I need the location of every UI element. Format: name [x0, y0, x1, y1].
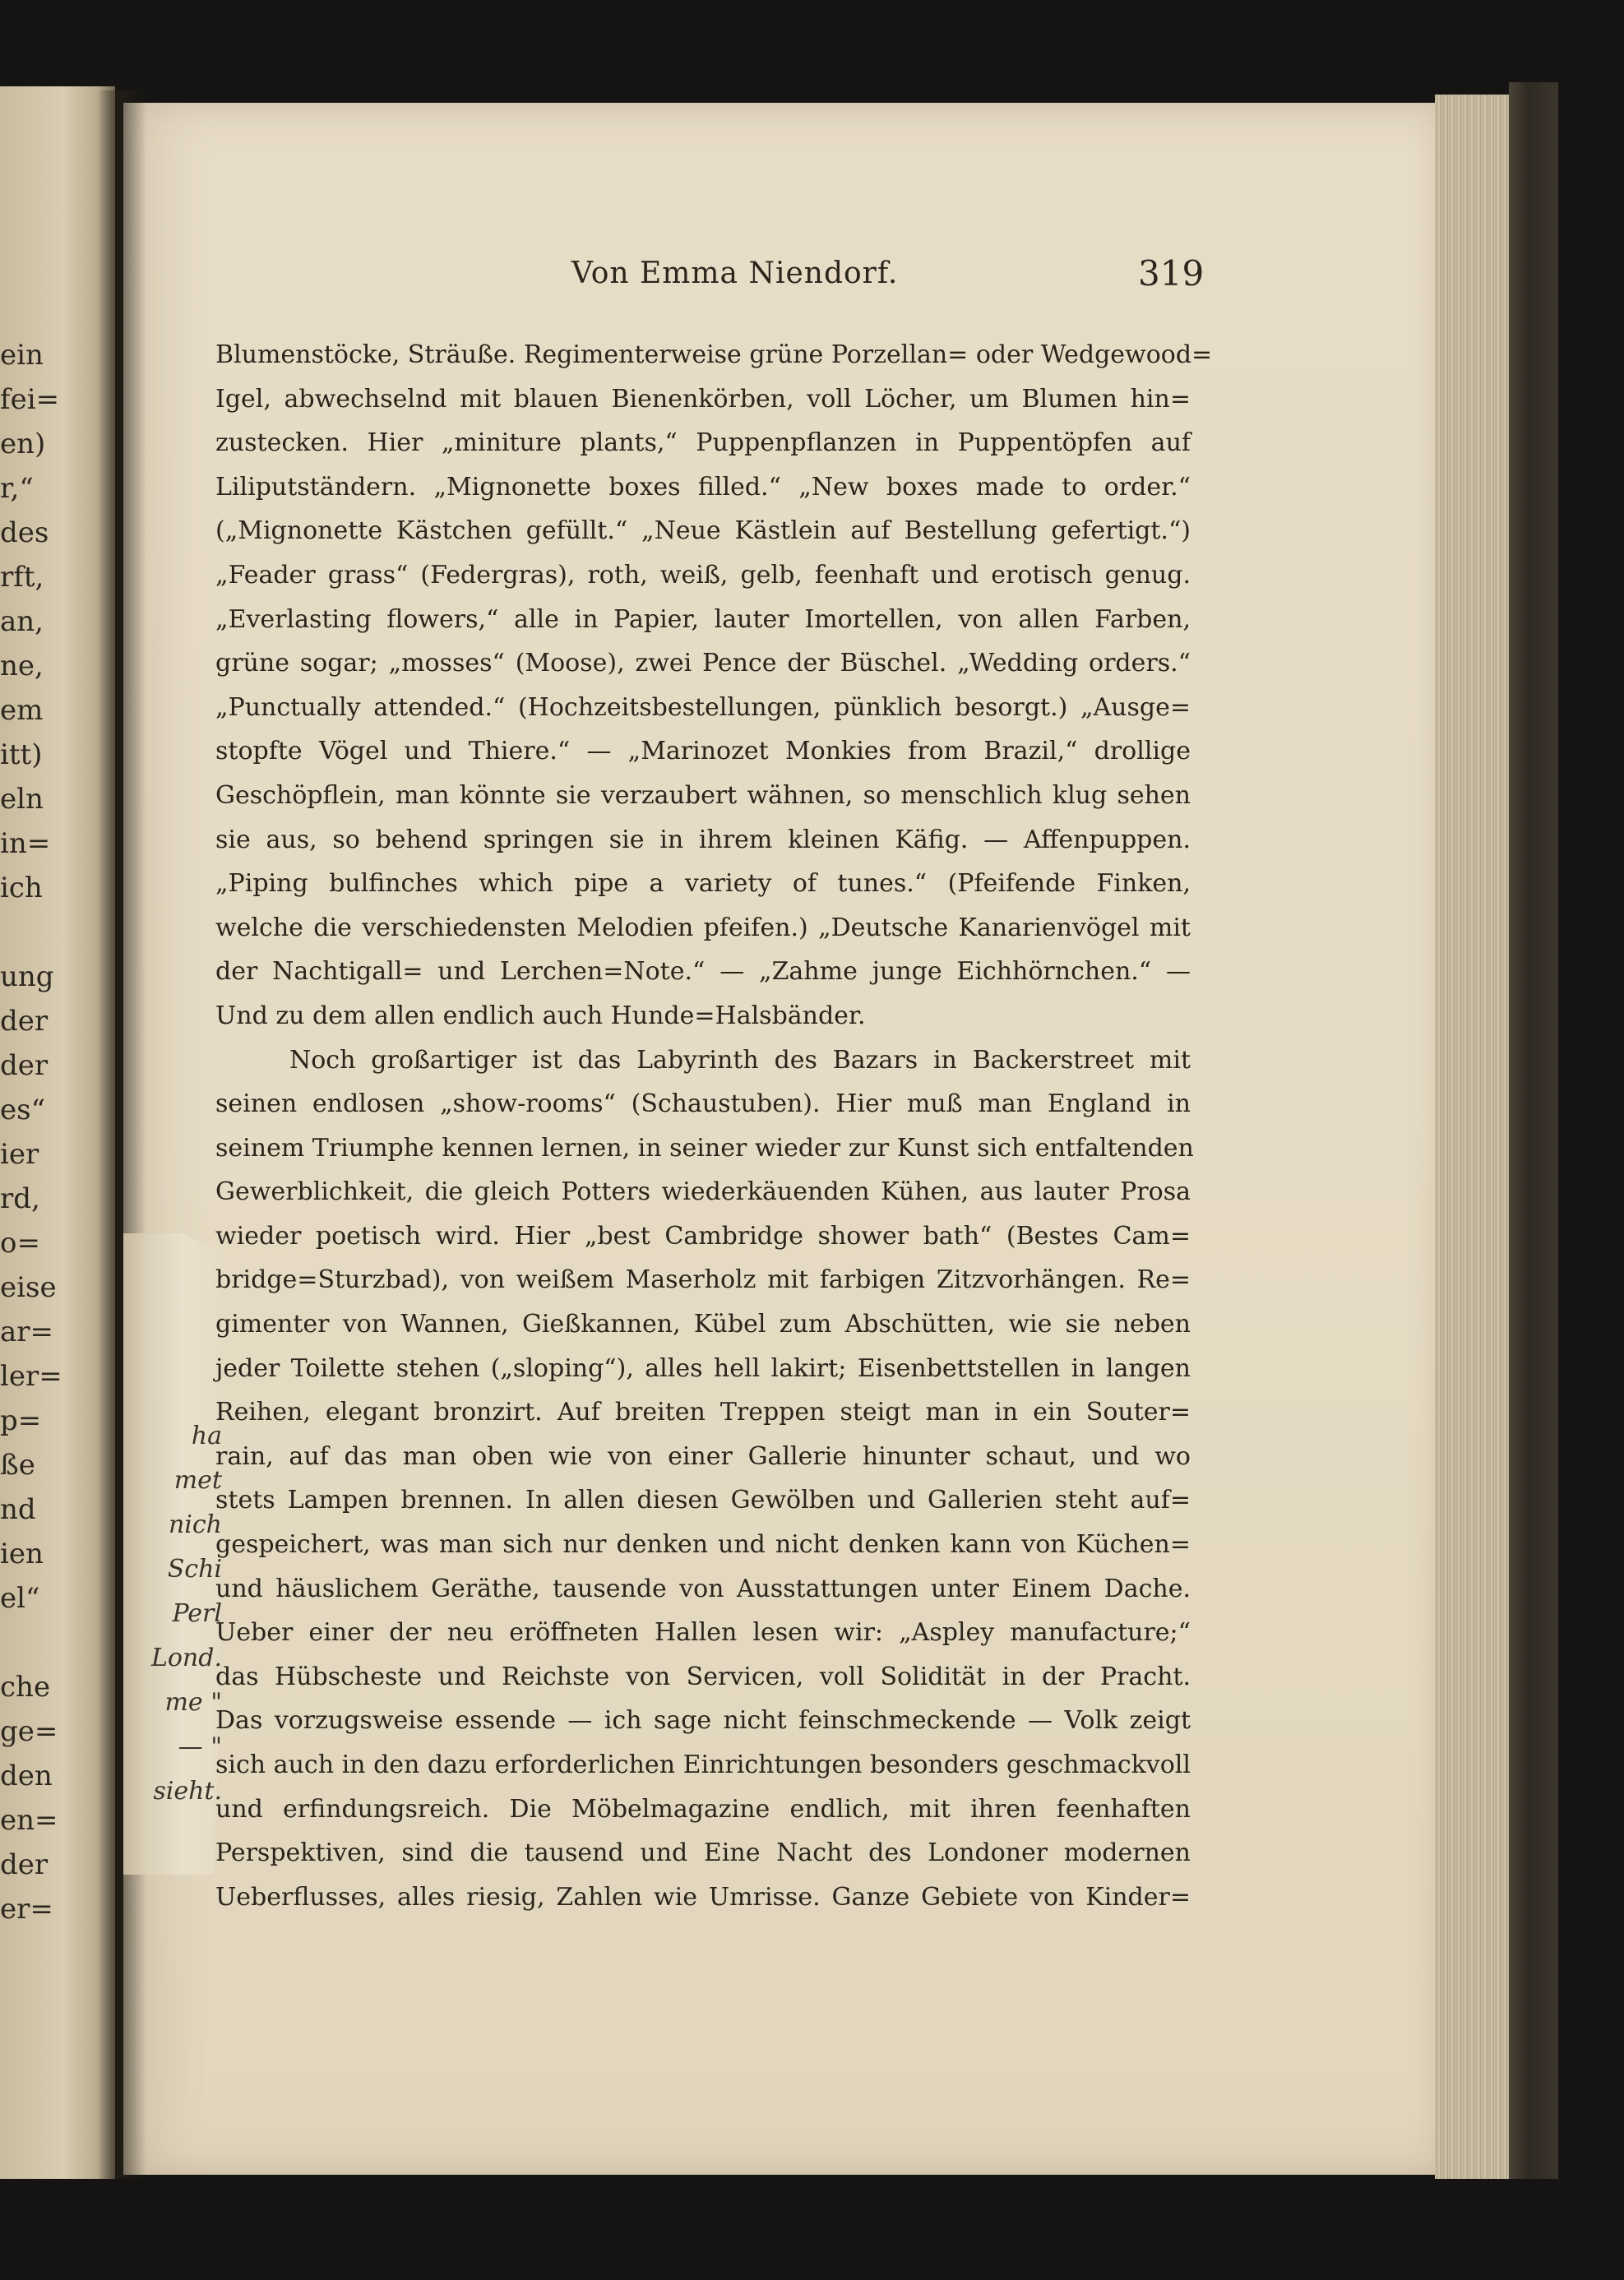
- text-line: Blumenstöcke, Sträuße. Regimenterweise grüne Porzellan= oder Wedgewood=: [215, 340, 1213, 369]
- text-line: stopfte Vögel und Thiere.“ — „Marinozet Monkies from Brazil,“ drollige: [215, 737, 1191, 766]
- left-page-fragments: [0, 333, 62, 1931]
- text-line: Noch großartiger ist das Labyrinth des Bazars in Backerstreet mit: [289, 1045, 1191, 1075]
- text-line: „Piping bulfinches which pipe a variety of tunes.“ (Pfeifende Finken,: [215, 869, 1191, 899]
- text-line: Gewerblichkeit, die gleich Potters wiederkäuenden Kühen, aus lauter Prosa: [215, 1177, 1191, 1207]
- left-fragment: ung: [0, 960, 54, 993]
- text-line: und häuslichem Geräthe, tausende von Ausstattungen unter Einem Dache.: [215, 1574, 1191, 1603]
- text-line: („Mignonette Kästchen gefüllt.“ „Neue Kästlein auf Bestellung gefertigt.“): [215, 516, 1191, 546]
- text-line: Geschöpflein, man könnte sie verzaubert wähnen, so menschlich klug sehen: [215, 780, 1191, 810]
- left-fragment: ar=: [0, 1316, 54, 1348]
- text-line: bridge=Sturzbad), von weißem Maserholz mit farbigen Zitzvorhängen. Re=: [215, 1265, 1191, 1295]
- left-fragment: der: [0, 1049, 49, 1082]
- torn-fragment: ha: [191, 1422, 222, 1450]
- text-line: seinem Triumphe kennen lernen, in seiner wieder zur Kunst sich entfaltenden: [215, 1133, 1194, 1163]
- left-fragment: ge=: [0, 1715, 58, 1748]
- torn-fragment: — ": [178, 1732, 222, 1761]
- text-line: zustecken. Hier „miniture plants,“ Puppenpflanzen in Puppentöpfen auf: [215, 428, 1191, 458]
- torn-fragment: Schi: [167, 1555, 222, 1584]
- text-line: welche die verschiedensten Melodien pfeifen.) „Deutsche Kanarienvögel mit: [215, 913, 1191, 942]
- left-fragment: rd,: [0, 1182, 40, 1215]
- gutter-shadow: [97, 90, 146, 2204]
- torn-page-fragments: [90, 1414, 222, 1814]
- left-fragment: den: [0, 1760, 53, 1792]
- torn-fragment: Perl: [172, 1599, 222, 1628]
- left-fragment: ein: [0, 339, 44, 372]
- text-line: das Hübscheste und Reichste von Servicen, voll Solidität in der Pracht.: [215, 1662, 1191, 1691]
- left-fragment: ler=: [0, 1360, 62, 1393]
- text-line: gimenter von Wannen, Gießkannen, Kübel zum Abschütten, wie sie neben: [215, 1310, 1191, 1339]
- text-line: „Punctually attended.“ (Hochzeitsbestellungen, pünklich besorgt.) „Ausge=: [215, 692, 1191, 722]
- left-fragment: ne,: [0, 650, 44, 682]
- torn-fragment: Lond.: [150, 1644, 222, 1672]
- text-line: Liliputständern. „Mignonette boxes filled.“ „New boxes made to order.“: [215, 472, 1191, 502]
- left-fragment: fei=: [0, 383, 60, 416]
- text-line: Igel, abwechselnd mit blauen Bienenkörben, voll Löcher, um Blumen hin=: [215, 384, 1191, 414]
- text-line: Ueberflusses, alles riesig, Zahlen wie Umrisse. Ganze Gebiete von Kinder=: [215, 1882, 1191, 1912]
- left-fragment: em: [0, 694, 44, 727]
- torn-fragment: nich: [168, 1510, 222, 1539]
- left-fragment: rft,: [0, 561, 44, 594]
- left-fragment: an,: [0, 605, 44, 638]
- left-fragment: in=: [0, 827, 51, 860]
- text-line: grüne sogar; „mosses“ (Moose), zwei Pence der Büschel. „Wedding orders.“: [215, 649, 1191, 678]
- text-line: sich auch in den dazu erforderlichen Einrichtungen besonders geschmackvoll: [215, 1750, 1191, 1779]
- left-fragment: eln: [0, 783, 44, 816]
- text-line: gespeichert, was man sich nur denken und nicht denken kann von Küchen=: [215, 1530, 1191, 1560]
- left-fragment: r,“: [0, 472, 34, 505]
- left-fragment: des: [0, 516, 49, 549]
- text-line: rain, auf das man oben wie von einer Gallerie hinunter schaut, und wo: [215, 1441, 1191, 1471]
- left-fragment: o=: [0, 1227, 40, 1260]
- text-line: Reihen, elegant bronzirt. Auf breiten Treppen steigt man in ein Souter=: [215, 1398, 1191, 1427]
- left-fragment: er=: [0, 1893, 53, 1926]
- text-line: sie aus, so behend springen sie in ihrem kleinen Käfig. — Affenpuppen.: [215, 825, 1191, 854]
- text-line: Ueber einer der neu eröffneten Hallen lesen wir: „Aspley manufacture;“: [215, 1618, 1191, 1648]
- left-fragment: ße: [0, 1449, 35, 1482]
- bottom-shadow: [0, 2179, 1624, 2280]
- left-fragment: ien: [0, 1538, 44, 1570]
- text-line: „Everlasting flowers,“ alle in Papier, lauter Imortellen, von allen Farben,: [215, 604, 1191, 634]
- text-line: jeder Toilette stehen („sloping“), alles hell lakirt; Eisenbettstellen in langen: [215, 1353, 1191, 1383]
- torn-fragment: sieht.: [153, 1777, 222, 1806]
- left-fragment: en): [0, 428, 46, 460]
- left-fragment: che: [0, 1671, 51, 1704]
- torn-fragment: me ": [164, 1688, 222, 1717]
- left-fragment: der: [0, 1848, 49, 1881]
- left-fragment: [0, 910, 33, 955]
- torn-fragment: met: [174, 1466, 222, 1495]
- left-fragment: el“: [0, 1582, 40, 1615]
- left-fragment: ich: [0, 872, 43, 904]
- text-line: seinen endlosen „show-rooms“ (Schaustuben). Hier muß man England in: [215, 1089, 1191, 1119]
- running-head: Von Emma Niendorf.: [571, 257, 899, 290]
- text-line: der Nachtigall= und Lerchen=Note.“ — „Zahme junge Eichhörnchen.“ —: [215, 957, 1191, 987]
- left-fragment: [0, 1621, 33, 1665]
- left-fragment: itt): [0, 738, 43, 771]
- text-line: Das vorzugsweise essende — ich sage nicht feinschmeckende — Volk zeigt: [215, 1706, 1191, 1736]
- text-line: Und zu dem allen endlich auch Hunde=Halsbänder.: [215, 1001, 866, 1030]
- text-line: und erfindungsreich. Die Möbelmagazine endlich, mit ihren feenhaften: [215, 1794, 1191, 1824]
- page-number: 319: [1138, 253, 1205, 294]
- left-fragment: es“: [0, 1094, 45, 1126]
- left-fragment: der: [0, 1005, 49, 1038]
- book-cover-edge: [1509, 82, 1558, 2204]
- text-line: wieder poetisch wird. Hier „best Cambridge shower bath“ (Bestes Cam=: [215, 1221, 1191, 1251]
- left-fragment: p=: [0, 1404, 42, 1437]
- text-line: „Feader grass“ (Federgras), roth, weiß, gelb, feenhaft und erotisch genug.: [215, 560, 1191, 590]
- left-fragment: nd: [0, 1493, 36, 1526]
- text-line: Perspektiven, sind die tausend und Eine Nacht des Londoner modernen: [215, 1838, 1191, 1868]
- text-line: stets Lampen brennen. In allen diesen Gewölben und Gallerien steht auf=: [215, 1486, 1191, 1515]
- page-edges: [1435, 95, 1513, 2183]
- left-fragment: en=: [0, 1804, 58, 1837]
- left-fragment: ier: [0, 1138, 39, 1171]
- body-text: [215, 333, 1213, 1919]
- left-fragment: eise: [0, 1271, 57, 1304]
